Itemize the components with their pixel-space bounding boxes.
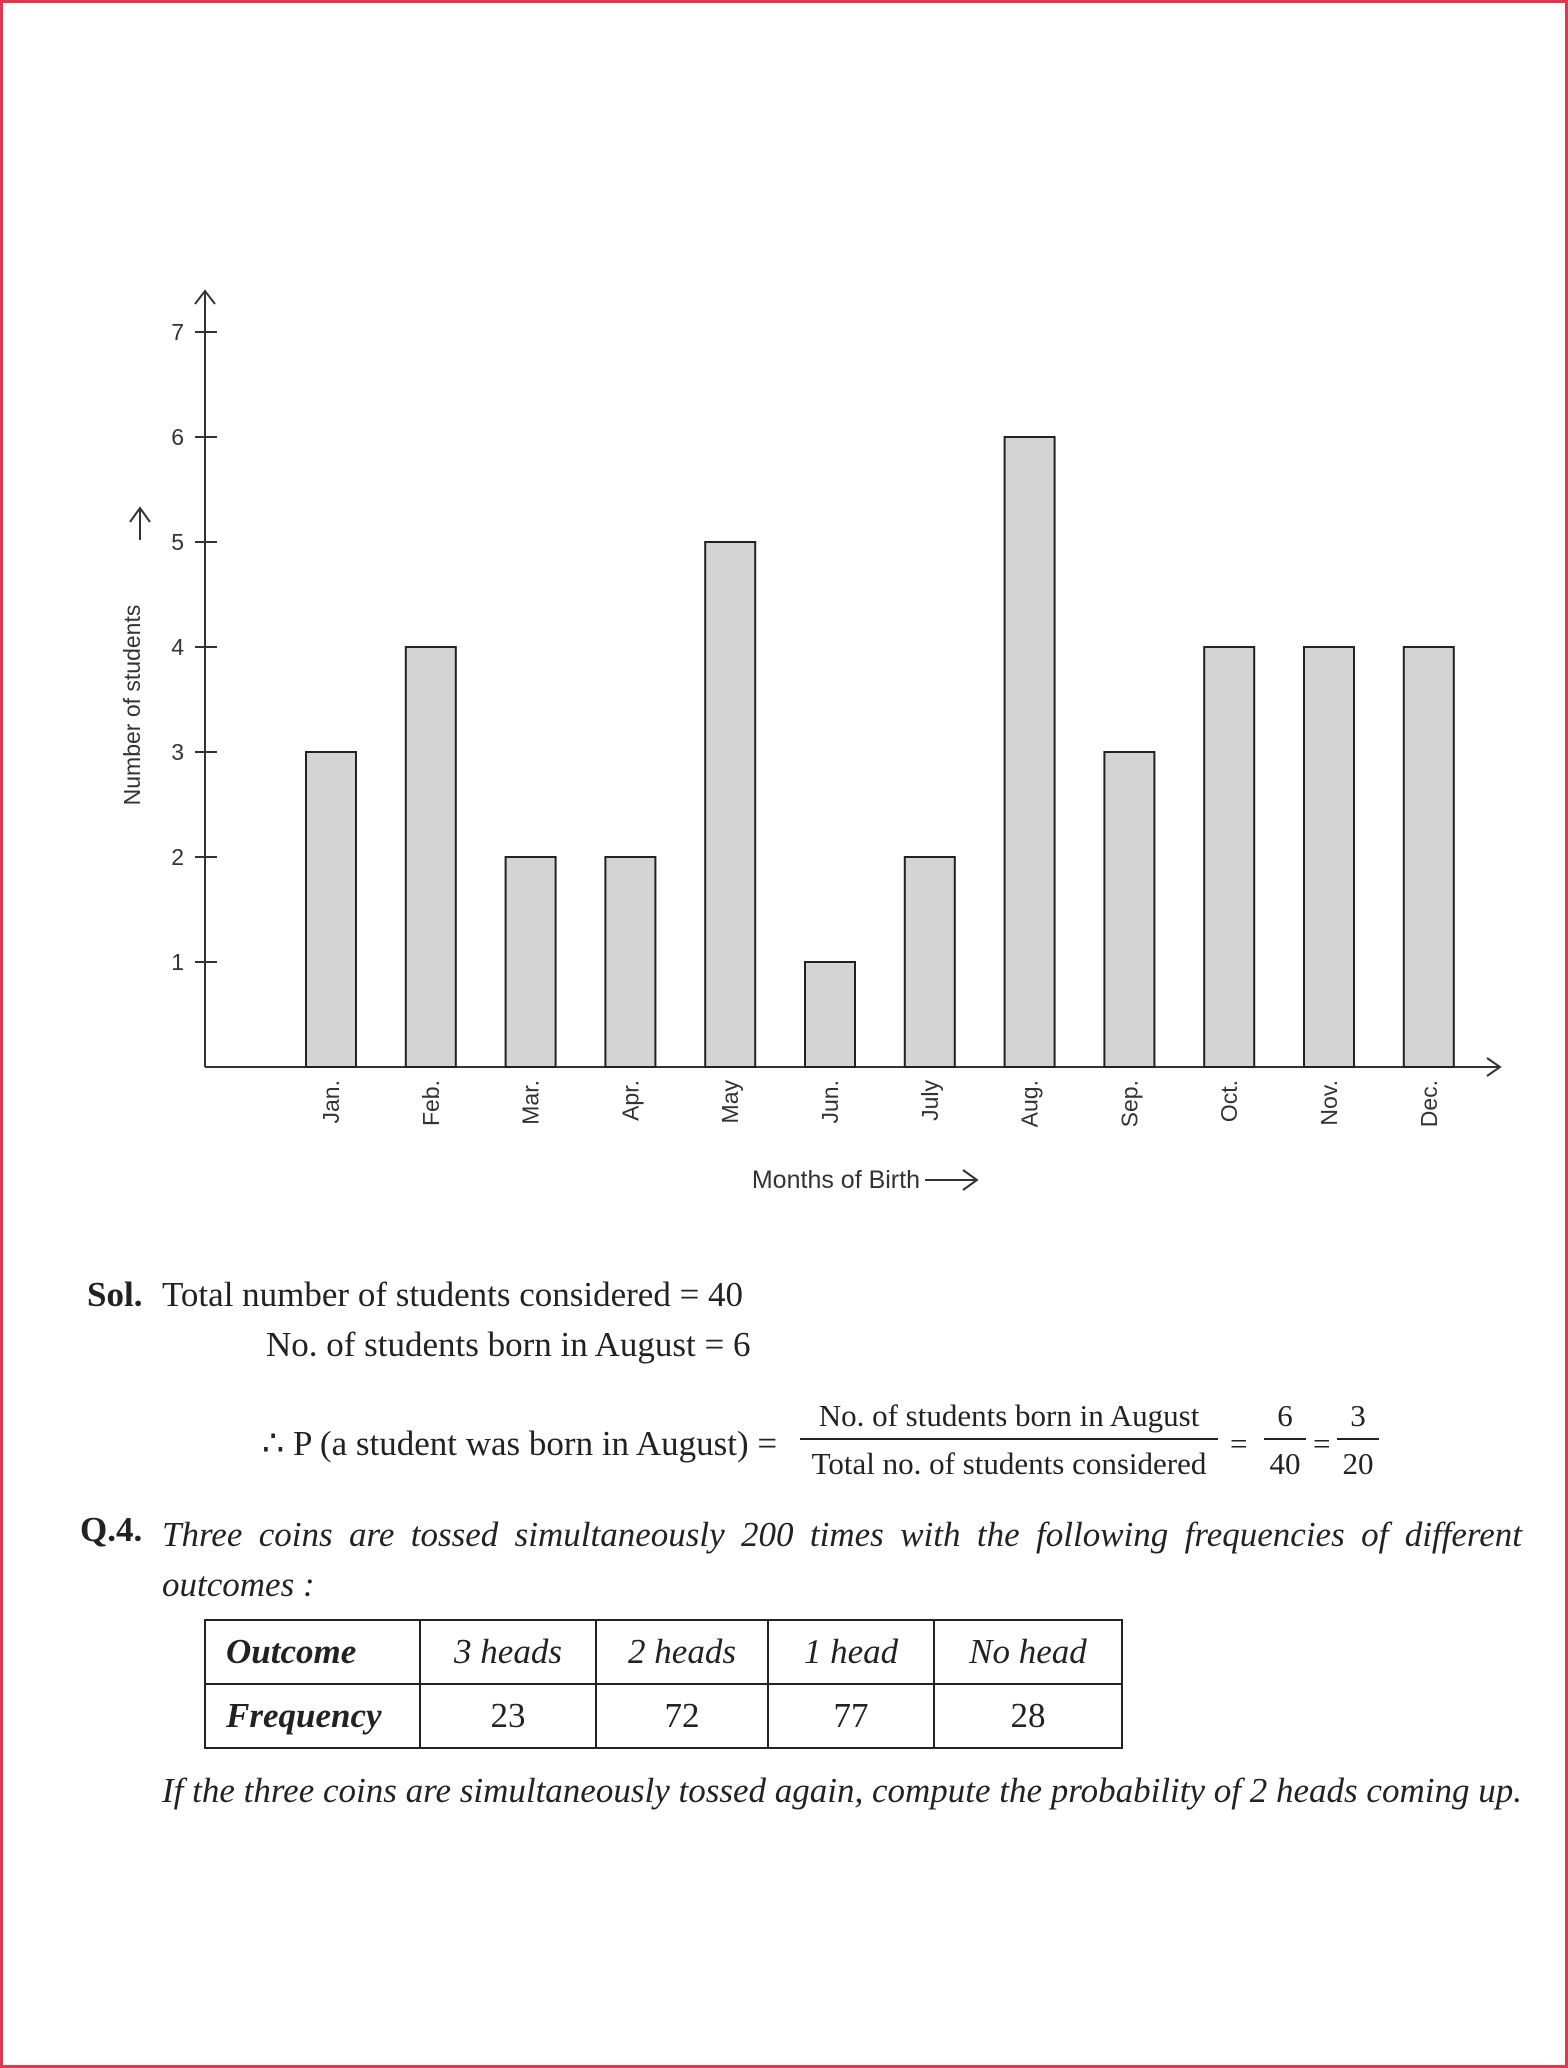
bar [905,857,955,1067]
chart-y-ticks [171,319,217,975]
bar [506,857,556,1067]
bar [1104,752,1154,1067]
bar [1404,647,1454,1067]
table-cell: 72 [596,1684,768,1748]
fraction-denominator: 40 [1269,1446,1301,1481]
bar [1204,647,1254,1067]
table-header-outcome: Outcome [205,1620,420,1684]
x-tick-label: Jun. [817,1080,843,1124]
probability-lhs: ∴ P (a student was born in August) = [262,1424,778,1463]
x-tick-label: Oct. [1216,1080,1243,1123]
fraction-numerator: 6 [1277,1398,1293,1433]
probability-fraction-3-20 [1337,1398,1379,1482]
table-cell: No head [934,1620,1122,1684]
fraction-denominator: Total no. of students considered [811,1446,1207,1481]
y-tick-label: 4 [171,634,184,660]
table-cell: 2 heads [596,1620,768,1684]
probability-fraction-6-40 [1264,1398,1306,1482]
x-tick-label: Aug. [1016,1080,1043,1128]
y-tick-label: 6 [171,424,184,450]
chart-x-labels [318,1080,1442,1128]
y-tick-label: 3 [171,739,184,765]
fraction-denominator: 20 [1342,1446,1374,1481]
y-tick-label: 2 [171,844,184,870]
question-followup: If the three coins are simultaneously tossed again, compute the probability of 2 heads coming up. [162,1771,1522,1810]
chart-bars [306,437,1454,1067]
solution-line-august: No. of students born in August = 6 [266,1325,751,1364]
bar [406,647,456,1067]
x-axis-label-arrow [925,1170,977,1190]
bar [805,962,855,1067]
x-tick-label: Nov. [1316,1080,1342,1126]
y-tick-label: 7 [171,319,184,345]
x-tick-label: Feb. [417,1080,444,1127]
x-tick-label: Mar. [517,1080,544,1125]
probability-fraction-words [800,1398,1218,1482]
y-axis-label-arrow [130,508,150,540]
bar [705,542,755,1067]
x-tick-label: Sep. [1116,1080,1143,1128]
solution-label: Sol. [87,1275,143,1314]
table-cell: 3 heads [420,1620,596,1684]
table-cell: 23 [420,1684,596,1748]
table-row-frequency [205,1684,1122,1748]
bar [1005,437,1055,1067]
x-tick-label: Apr. [617,1080,644,1121]
y-axis-label: Number of students [119,604,145,806]
x-axis-label: Months of Birth [751,1166,920,1194]
table-header-frequency: Frequency [205,1684,420,1748]
table-cell: 28 [934,1684,1122,1748]
bar [605,857,655,1067]
fraction-numerator: 3 [1350,1398,1366,1433]
x-tick-label: Jan. [318,1080,344,1124]
equals-sign: = [1230,1426,1248,1461]
question-text: Three coins are tossed simultaneously 200 times with the following frequencies of different outcomes : [162,1515,1522,1604]
x-tick-label: July [916,1080,943,1121]
bar [306,752,356,1067]
solution-line-total: Total number of students considered = 40 [162,1275,744,1314]
fraction-numerator: No. of students born in August [818,1398,1200,1433]
frequency-table [204,1619,1123,1749]
bar [1304,647,1354,1067]
equals-sign: = [1313,1426,1331,1461]
table-row-outcome [205,1620,1122,1684]
x-tick-label: Dec. [1415,1080,1442,1128]
x-tick-label: May [717,1080,744,1124]
table-cell: 77 [768,1684,934,1748]
y-tick-label: 5 [171,529,184,555]
table-cell: 1 head [768,1620,934,1684]
y-tick-label: 1 [171,949,184,975]
question-label: Q.4. [80,1510,143,1549]
